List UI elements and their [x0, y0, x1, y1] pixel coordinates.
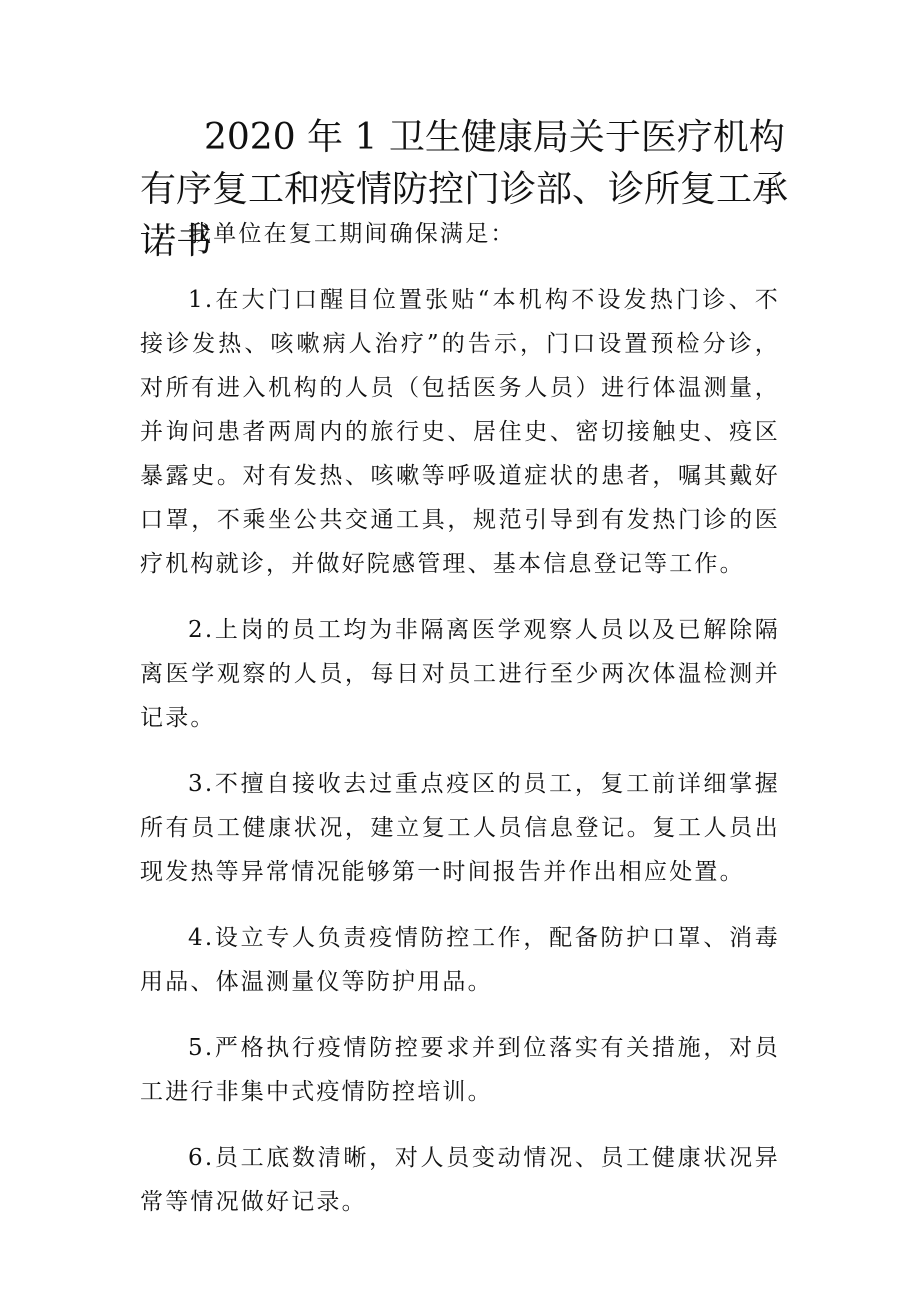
commitment-item-5: 5.严格执行疫情防控要求并到位落实有关措施，对员工进行非集中式疫情防控培训。: [140, 1035, 780, 1105]
document-title: 2020 年 1 卫生健康局关于医疗机构有序复工和疫情防控门诊部、诊所复工承诺书: [140, 117, 789, 262]
commitment-item-6: 6.员工底数清晰，对人员变动情况、员工健康状况异常等情况做好记录。: [140, 1145, 780, 1215]
intro-paragraph: 我单位在复工期间确保满足：: [188, 221, 516, 247]
commitment-item-4: 4.设立专人负责疫情防控工作，配备防护口罩、消毒用品、体温测量仪等防护用品。: [140, 925, 780, 995]
commitment-item-2: 2.上岗的员工均为非隔离医学观察人员以及已解除隔离医学观察的人员，每日对员工进行至少两次体温检测并记录。: [140, 617, 780, 731]
document-body: [140, 212, 780, 1224]
commitment-item-1: 1.在大门口醒目位置张贴“本机构不设发热门诊、不接诊发热、咳嗽病人治疗”的告示，门口设置预检分诊，对所有进入机构的人员（包括医务人员）进行体温测量，并询问患者两周内的旅行史、居住史、密切接触史、疫区暴露史。对有发热、咳嗽等呼吸道症状的患者，嘱其戴好口罩，不乘坐公共交通工具，规范引导到有发热门诊的医疗机构就诊，并做好院感管理、基本信息登记等工作。: [140, 287, 780, 577]
commitment-item-3: 3.不擅自接收去过重点疫区的员工，复工前详细掌握所有员工健康状况，建立复工人员信息登记。复工人员出现发热等异常情况能够第一时间报告并作出相应处置。: [140, 771, 780, 885]
